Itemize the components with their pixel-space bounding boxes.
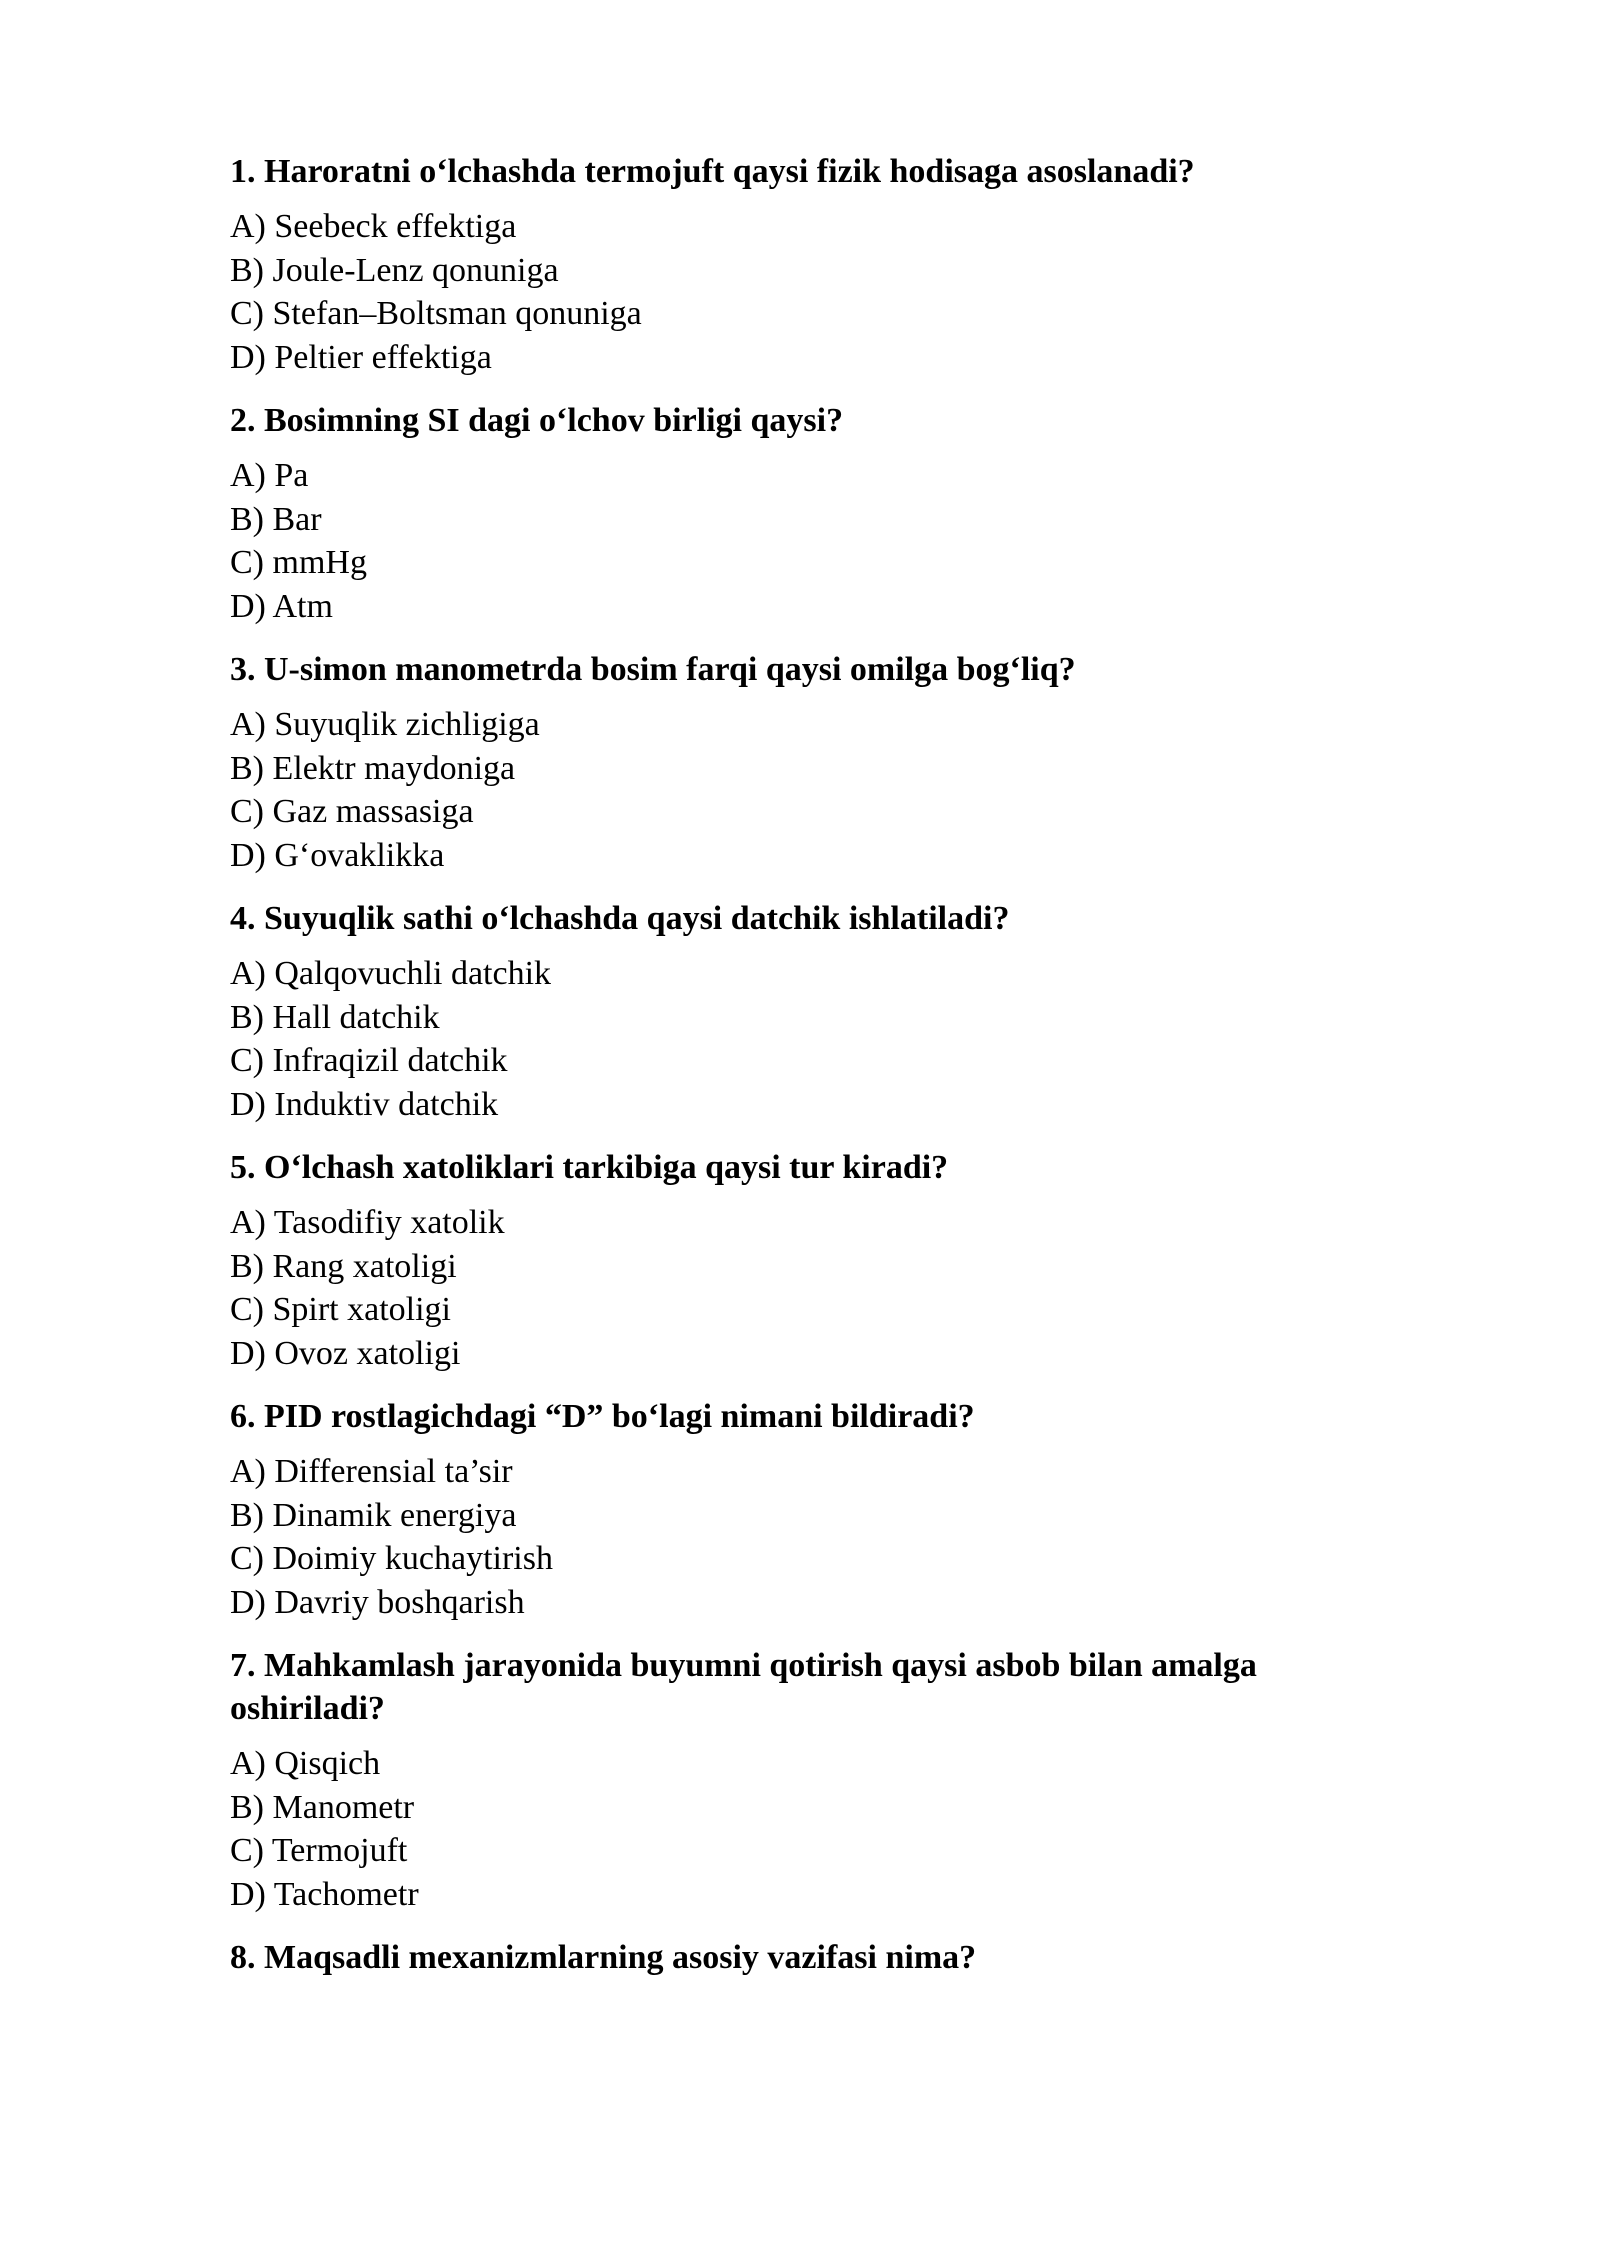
option-b: B) Joule-Lenz qonuniga (230, 251, 559, 289)
option-d: D) Induktiv datchik (230, 1085, 499, 1123)
option-a: A) Qalqovuchli datchik (230, 955, 552, 992)
answer-options (230, 454, 1410, 628)
option-a: A) Suyuqlik zichligiga (230, 706, 540, 743)
document-page (230, 150, 1410, 1999)
question-title: 6. PID rostlagichdagi “D” bo‘lagi nimani bildiradi? (230, 1398, 975, 1435)
question-4 (230, 897, 1410, 1126)
question-title: 2. Bosimning SI dagi o‘lchov birligi qaysi? (230, 402, 844, 439)
question-5 (230, 1146, 1410, 1375)
option-d: D) Atm (230, 587, 333, 625)
option-b: B) Bar (230, 500, 322, 538)
option-c: C) mmHg (230, 544, 367, 581)
question-8 (230, 1936, 1410, 1979)
option-a: A) Seebeck effektiga (230, 208, 517, 245)
option-b: B) Elektr maydoniga (230, 749, 516, 787)
option-c: C) Doimiy kuchaytirish (230, 1540, 553, 1577)
question-title: 5. O‘lchash xatoliklari tarkibiga qaysi tur kiradi? (230, 1149, 949, 1186)
option-a: A) Qisqich (230, 1745, 381, 1782)
answer-options (230, 952, 1410, 1126)
answer-options (230, 1742, 1410, 1916)
option-b: B) Dinamik energiya (230, 1496, 517, 1534)
answer-options (230, 205, 1410, 379)
question-2 (230, 399, 1410, 628)
answer-options (230, 1201, 1410, 1375)
option-b: B) Hall datchik (230, 998, 440, 1036)
option-c: C) Infraqizil datchik (230, 1042, 508, 1079)
question-title: 8. Maqsadli mexanizmlarning asosiy vazifasi nima? (230, 1939, 977, 1976)
question-6 (230, 1395, 1410, 1624)
option-d: D) Peltier effektiga (230, 338, 492, 376)
option-d: D) Tachometr (230, 1875, 419, 1913)
option-a: A) Tasodifiy xatolik (230, 1204, 505, 1241)
question-7 (230, 1644, 1410, 1916)
option-a: A) Differensial ta’sir (230, 1453, 513, 1490)
option-c: C) Stefan–Boltsman qonuniga (230, 295, 642, 332)
answer-options (230, 1450, 1410, 1624)
option-c: C) Termojuft (230, 1832, 408, 1869)
option-a: A) Pa (230, 457, 309, 494)
option-c: C) Gaz massasiga (230, 793, 474, 830)
question-title: 7. Mahkamlash jarayonida buyumni qotirish qaysi asbob bilan amalga oshiriladi? (230, 1647, 1257, 1727)
option-b: B) Rang xatoligi (230, 1247, 457, 1285)
option-d: D) Ovoz xatoligi (230, 1334, 461, 1372)
question-3 (230, 648, 1410, 877)
question-title: 4. Suyuqlik sathi o‘lchashda qaysi datchik ishlatiladi? (230, 900, 1010, 937)
question-title: 3. U-simon manometrda bosim farqi qaysi omilga bog‘liq? (230, 651, 1076, 688)
question-1 (230, 150, 1410, 379)
option-d: D) Davriy boshqarish (230, 1583, 525, 1621)
option-c: C) Spirt xatoligi (230, 1291, 451, 1328)
answer-options (230, 703, 1410, 877)
option-d: D) G‘ovaklikka (230, 836, 445, 874)
option-b: B) Manometr (230, 1788, 415, 1826)
question-title: 1. Haroratni o‘lchashda termojuft qaysi fizik hodisaga asoslanadi? (230, 153, 1195, 190)
